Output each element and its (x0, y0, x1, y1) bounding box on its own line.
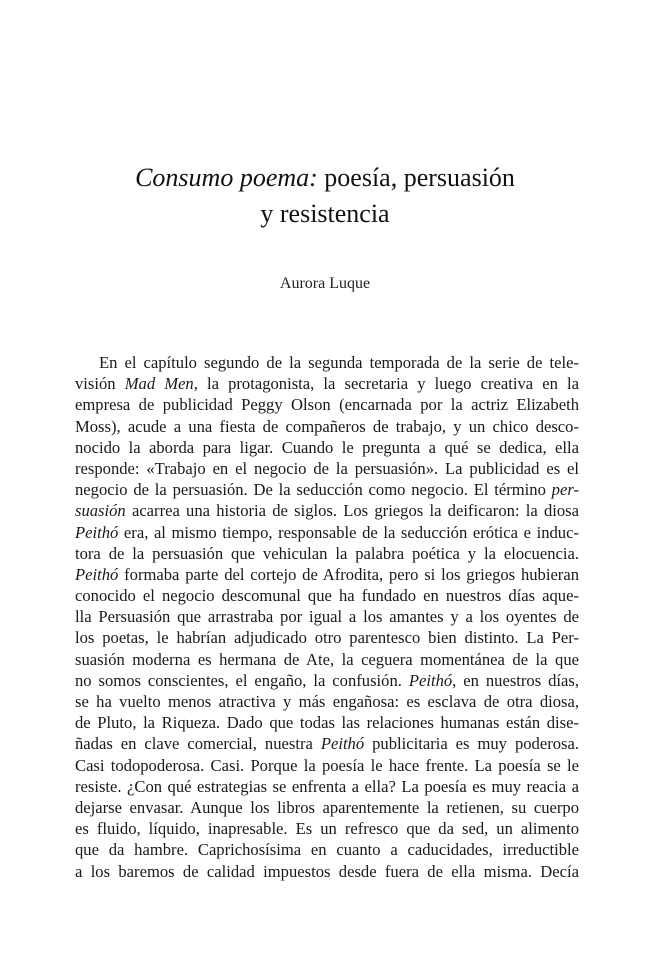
text-run: de Pluto, la Riqueza. Dado que todas las relaciones humanas están dise- (75, 713, 579, 733)
text-run: publicitaria es muy poderosa. (364, 734, 580, 754)
text-run: es fluido, líquido, inapresable. Es un refresco que da sed, un alimento (75, 819, 579, 839)
text-run: se ha vuelto menos atractiva y más engañosa: es esclava de otra diosa, (75, 692, 579, 711)
text-run: empresa de publicidad Peggy Olson (encarnada por la actriz Elizabeth (75, 395, 579, 415)
chapter-title (60, 160, 590, 232)
text-line (75, 649, 579, 670)
text-run: tora de la persuasión que vehiculan la palabra poética y la elocuencia. (75, 543, 579, 563)
chapter-title-rest: poesía, persuasión (317, 163, 515, 192)
chapter-title-line2: y resistencia (260, 199, 390, 228)
text-run: no somos conscientes, el engaño, la confusión. (75, 670, 409, 690)
text-run: negocio de la persuasión. De la seducción como negocio. El término (75, 480, 552, 500)
text-run: a los baremos de calidad impuestos desde fuera de ella misma. Decía (75, 861, 579, 881)
text-run: formaba parte del cortejo de Afrodita, pero si los griegos hubieran (118, 564, 579, 584)
text-run: Casi todopoderosa. Casi. Porque la poesía le hace frente. La poesía se le (75, 755, 579, 775)
text-line (75, 543, 579, 564)
text-line (75, 394, 579, 415)
italic-run: Peithó (408, 670, 453, 690)
text-line (75, 416, 579, 437)
text-line (75, 437, 579, 458)
text-run: que da hambre. Caprichosísima en cuanto a caducidades, irreductible (75, 840, 579, 860)
text-line (75, 818, 579, 839)
italic-run: Peithó (75, 564, 119, 584)
text-line (75, 500, 579, 521)
text-line (75, 755, 579, 776)
text-run: resiste. ¿Con qué estrategias se enfrenta a ella? La poesía es muy reacia a (75, 776, 579, 796)
text-line (75, 627, 579, 648)
chapter-title-italic: Consumo poema: (135, 163, 318, 192)
text-line (75, 797, 579, 818)
text-line (75, 712, 579, 733)
text-run: conocido el negocio descomunal que ha fundado en nuestros días aque- (75, 586, 579, 606)
text-line (75, 670, 579, 691)
italic-run: Peithó (75, 522, 119, 542)
text-line (75, 839, 579, 860)
text-run: era, al mismo tiempo, responsable de la seducción erótica e induc- (118, 522, 579, 542)
text-line (75, 585, 579, 606)
text-line (75, 564, 579, 585)
text-line (75, 458, 579, 479)
text-run: , la protagonista, la secretaria y luego creativa en la (193, 374, 579, 394)
text-run: , en nuestros días, (452, 670, 579, 690)
text-run: visión (75, 374, 125, 394)
text-line (75, 479, 579, 500)
text-line (75, 733, 579, 754)
text-run: nocido la aborda para ligar. Cuando le pregunta a qué se dedica, ella (75, 437, 579, 457)
italic-run: suasión (75, 501, 126, 521)
italic-run: per- (551, 480, 579, 500)
text-line (75, 352, 579, 373)
text-run: Moss), acude a una fiesta de compañeros de trabajo, y un chico desco- (75, 416, 579, 436)
text-run: suasión moderna es hermana de Ate, la ceguera momentánea de la que (75, 649, 579, 669)
italic-run: Peithó (320, 734, 365, 754)
text-run: ñadas en clave comercial, nuestra (75, 734, 321, 754)
text-line (75, 861, 579, 882)
text-line (75, 776, 579, 797)
italic-run: Mad Men (124, 374, 194, 394)
author-name: Aurora Luque (279, 275, 371, 292)
text-run: dejarse envasar. Aunque los libros aparentemente la retienen, su cuerpo (75, 797, 579, 817)
text-run: acarrea una historia de siglos. Los griegos la deificaron: la diosa (125, 501, 579, 521)
text-line (75, 522, 579, 543)
text-run: lla Persuasión que arrastraba por igual a los amantes y a los oyentes de (75, 607, 579, 627)
text-run: responde: «Trabajo en el negocio de la persuasión». La publicidad es el (75, 458, 579, 478)
text-line (75, 606, 579, 627)
text-line (75, 373, 579, 394)
text-line (75, 691, 579, 712)
text-run: En el capítulo segundo de la segunda temporada de la serie de tele- (99, 353, 579, 372)
body-paragraph (75, 352, 579, 882)
text-run: los poetas, le habrían adjudicado otro parentesco bien distinto. La Per- (75, 628, 579, 648)
